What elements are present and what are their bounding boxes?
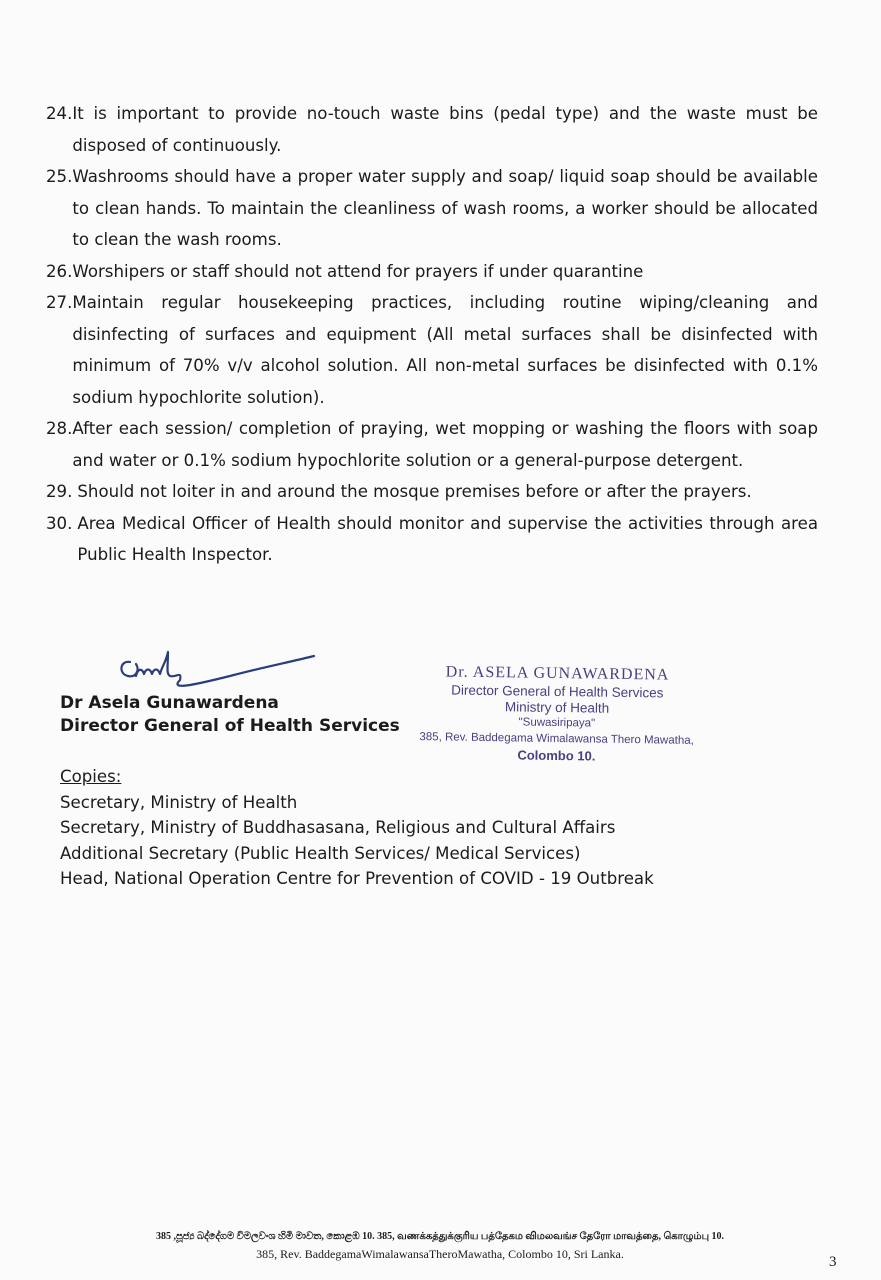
letterhead-footer [90, 1229, 790, 1263]
footer-address-multilingual: 385 ,පූජ්‍ය බද්දේගම විමලවංශ හිමි මාවත, කොළඹ 10. 385, வணக்கத்துக்குரிய பத்தேகம விமலவங்ச தேரோ மாவத்தை, கொழும்பு 10. [155, 1231, 725, 1242]
item-text: Should not loiter in and around the mosque premises before or after the prayers. [77, 482, 752, 501]
stamp-city: Colombo 10. [517, 747, 596, 764]
official-stamp [411, 662, 702, 767]
copy-recipient: Additional Secretary (Public Health Services/ Medical Services) [60, 843, 581, 863]
stamp-title: Director General of Health Services [451, 682, 664, 701]
stamp-building: "Suwasiripaya" [518, 716, 596, 730]
signatory-title: Director General of Health Services [60, 716, 400, 736]
footer-address-english: 385, Rev. BaddegamaWimalawansaTheroMawatha, Colombo 10, Sri Lanka. [256, 1247, 624, 1261]
page-number: 3 [829, 1254, 837, 1270]
stamp-ministry: Ministry of Health [504, 699, 610, 716]
item-text: Maintain regular housekeeping practices, including routine wiping/cleaning and disinfecting of surfaces and equipment (All metal surfaces shall be disinfected with minimum of 70% v/v alcohol solution. All non-metal surfaces be disinfected with 0.1% sodium hypochlorite solution). [72, 293, 818, 407]
copy-recipient: Head, National Operation Centre for Prevention of COVID - 19 Outbreak [60, 869, 654, 888]
item-number: 27. [46, 293, 73, 312]
list-item [46, 508, 818, 571]
list-item [46, 287, 818, 413]
list-item [46, 98, 818, 161]
guideline-list [46, 98, 818, 571]
copies-heading: Copies: [60, 767, 122, 786]
item-text: Washrooms should have a proper water supply and soap/ liquid soap should be available to clean hands. To maintain the cleanliness of wash rooms, a worker should be allocated to clean the wash rooms. [72, 167, 818, 249]
item-number: 24. [46, 104, 73, 123]
handwritten-signature [110, 640, 320, 700]
list-item [46, 256, 818, 288]
signatory-name: Dr Asela Gunawardena [60, 693, 279, 713]
item-text: It is important to provide no-touch waste bins (pedal type) and the waste must be disposed of continuously. [72, 104, 818, 155]
signatory-block [60, 692, 400, 738]
stamp-address: 385, Rev. Baddegama Wimalawansa Thero Mawatha, [419, 731, 694, 747]
item-number: 30. [46, 513, 73, 533]
item-number: 28. [46, 419, 73, 438]
copies-block [60, 764, 654, 892]
item-text: After each session/ completion of praying, wet mopping or washing the floors with soap and water or 0.1% sodium hypochlorite solution or a general-purpose detergent. [72, 419, 818, 470]
copy-recipient: Secretary, Ministry of Buddhasasana, Religious and Cultural Affairs [60, 818, 616, 837]
item-text: Worshipers or staff should not attend for prayers if under quarantine [72, 261, 644, 281]
stamp-name: Dr. ASELA GUNAWARDENA [445, 663, 670, 684]
item-number: 26. [46, 261, 73, 281]
list-item [46, 476, 818, 508]
list-item [46, 161, 818, 256]
copy-recipient: Secretary, Ministry of Health [60, 792, 298, 812]
item-number: 25. [46, 167, 73, 186]
list-item [46, 413, 818, 476]
item-number: 29. [46, 482, 73, 501]
item-text: Area Medical Officer of Health should monitor and supervise the activities through area Public Health Inspector. [77, 513, 818, 564]
